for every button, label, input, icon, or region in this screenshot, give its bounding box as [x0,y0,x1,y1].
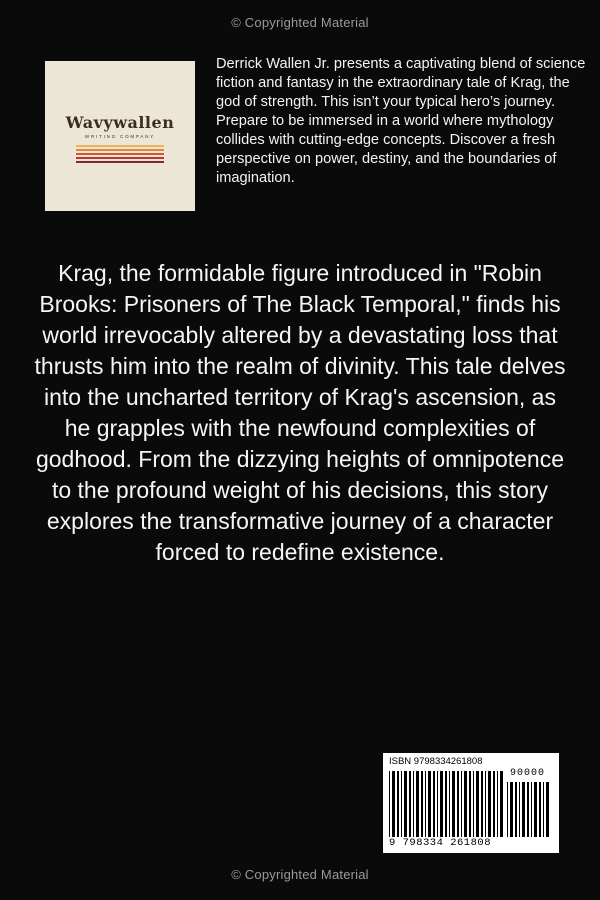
barcode-bar [534,782,537,837]
logo-stripe [76,157,164,159]
publisher-logo-name: Wavywallen [65,113,175,132]
barcode-bar [469,771,471,837]
barcode-bar [404,771,407,837]
barcode-number: 9 798334 261808 [389,837,492,849]
isbn-label: ISBN 9798334261808 [389,756,483,767]
barcode-bar [464,771,467,837]
barcode-bar [437,771,438,837]
barcode-bar [473,771,474,837]
barcode-bar [433,771,435,837]
barcode-bar [543,782,544,837]
barcode-bar [425,771,426,837]
publisher-logo-subtitle: WRITING COMPANY [84,134,156,139]
barcode-bar [527,782,529,837]
barcode-bar [500,771,503,837]
barcode-bar [476,771,479,837]
barcode-bar [401,771,402,837]
logo-stripe [76,153,164,155]
barcode-bar [392,771,395,837]
barcode-bar [457,771,459,837]
barcode-bar [449,771,450,837]
barcode-bar [481,771,483,837]
barcode-bar [519,782,520,837]
barcode-bar [546,782,549,837]
barcode-bar [397,771,399,837]
barcode-bar [389,771,390,837]
copyright-watermark-bottom: © Copyrighted Material [231,867,369,882]
barcode-addon-number: 90000 [510,768,546,779]
barcode-bar [440,771,443,837]
publisher-logo-stripes [76,143,164,165]
barcode-bar [539,782,541,837]
barcode-bar [461,771,462,837]
isbn-barcode [383,753,559,853]
barcode-bar [413,771,414,837]
barcode-bar [522,782,525,837]
barcode-bar [485,771,486,837]
copyright-watermark-top: © Copyrighted Material [231,15,369,30]
barcode-bar [428,771,431,837]
barcode-bar [416,771,419,837]
barcode-bars-main [389,771,503,837]
barcode-bar [421,771,423,837]
barcode-bar [507,782,508,837]
barcode-bar [445,771,447,837]
barcode-bars-addon [507,782,549,848]
publisher-logo [45,61,195,211]
logo-stripe [76,161,164,163]
logo-stripe [76,145,164,147]
logo-stripe [76,149,164,151]
barcode-bar [510,782,513,837]
barcode-bar [515,782,517,837]
barcode-bar [531,782,532,837]
author-blurb: Derrick Wallen Jr. presents a captivating blend of science fiction and fantasy in the extraordinary tale of Krag, the god of strength. This isn’t your typical hero’s journey. Prepare to be immersed in a world where mythology collides with cutting-edge concepts. Discover a fresh perspective on power, destiny, and the boundaries of imagination. [216,56,586,186]
barcode-bar [493,771,495,837]
book-description: Krag, the formidable figure introduced in "Robin Brooks: Prisoners of The Black Temporal," finds his world irrevocably altered by a devastating loss that thrusts him into the realm of divinity. This tale delves into the uncharted territory of Krag's ascension, as he grapples with the newfound complexities of godhood. From the dizzying heights of omnipotence to the profound weight of his decisions, this story explores the transformative journey of a character forced to redefine existence. [34,260,566,565]
barcode-bar [409,771,411,837]
barcode-bar [497,771,498,837]
barcode-bar [488,771,491,837]
barcode-bar [452,771,455,837]
